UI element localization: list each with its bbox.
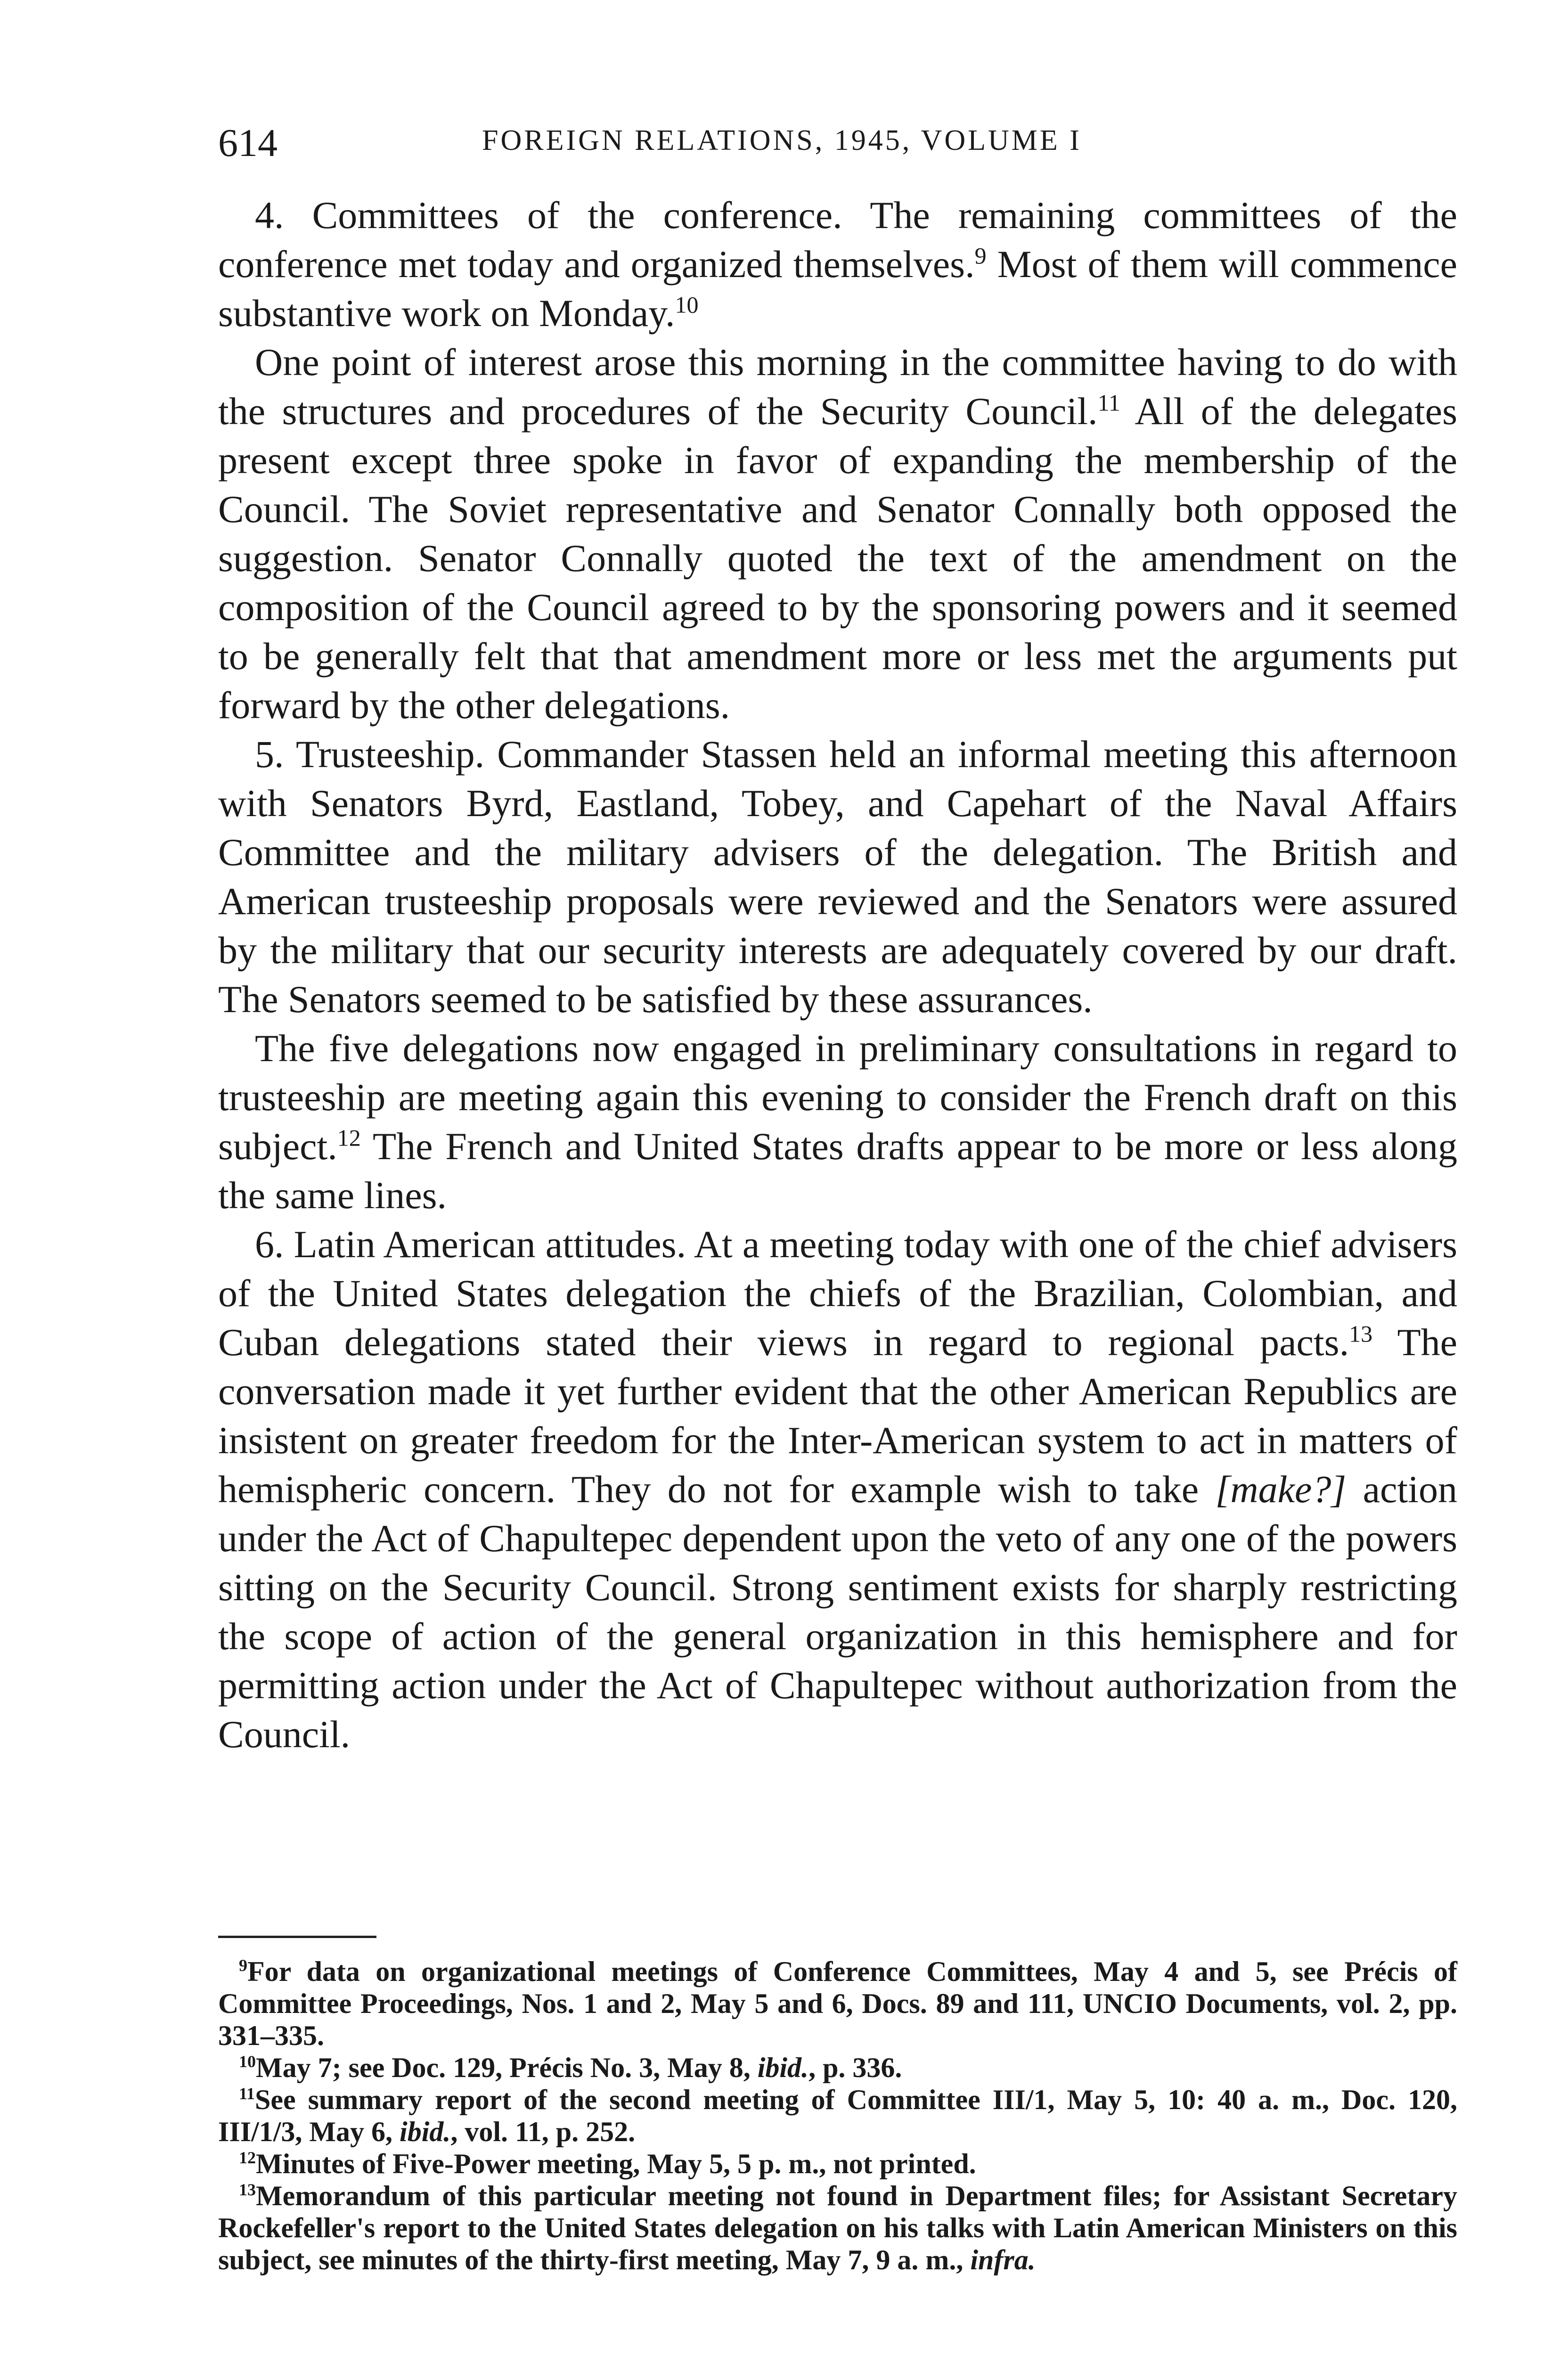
paragraph-trusteeship: 5. Trusteeship. Commander Stassen held an informal meeting this afternoon with Senators Byrd, Eastland, Tobey, and Capehart of the Naval Affairs Committee and the military advisers of the delegation. The British and American trusteeship proposals were reviewed and the Senators were assured by the military that our security interests are adequately covered by our draft. The Senators seemed to be satisfied by these assurances. — [218, 733, 1457, 1021]
editorial-insertion: [make?] — [1215, 1468, 1347, 1511]
footnote-rule — [218, 1936, 376, 1938]
paragraph-latin-american-attitudes: 6. Latin American attitudes. At a meeting today with one of the chief advisers of the United States delegation the chiefs of the Brazilian, Colombian, and Cuban delegations stated their views in regard to regional pacts.$^{13}$ The conversation made it yet further evident that the other American Republics are insistent on greater freedom for the Inter-American system to act in matters of hemispheric concern. They do not for example wish to take [make?] action under the Act of Chapultepec dependent upon the veto of any one of the powers sitting on the Security Council. Strong sentiment exists for sharply restricting the scope of action of the general organization in this hemisphere and for permitting action under the Act of Chapultepec without authorization from the Council. — [218, 1223, 1457, 1756]
footnote-10: $^{10}$May 7; see Doc. 129, Précis No. 3, May 8, ibid., p. 336. — [239, 2052, 902, 2083]
footnote-11: $^{11}$See summary report of the second meeting of Committee III/1, May 5, 10: 40 a. m., Doc. 120, III/1/3, May 6, ibid., vol. 11, p. 252. — [218, 2084, 1457, 2147]
footnote-ref-12[interactable]: 12 — [337, 1124, 361, 1151]
footnote-12: $^{12}$Minutes of Five-Power meeting, May 5, 5 p. m., not printed. — [239, 2148, 976, 2179]
footnote-9: $^9$For data on organizational meetings of Conference Committees, May 4 and 5, see Précis of Committee Proceedings, Nos. 1 and 2, May 5 and 6, Docs. 89 and 111, UNCIO Documents, vol. 2, pp. 331–335. — [218, 1956, 1457, 2051]
paragraph-five-delegations: The five delegations now engaged in preliminary consultations in regard to trusteeship are meeting again this evening to consider the French draft on this subject.$^{12}$ The French and United States drafts appear to be more or less along the same lines. — [218, 1027, 1457, 1217]
footnote-ref-9[interactable]: 9 — [974, 242, 987, 269]
paragraph-committees: 4. Committees of the conference. The remaining committees of the conference met today and organized themselves.$^9$ Most of them will commence substantive work on Monday.$^{10}$ — [218, 194, 1457, 335]
footnote-13: $^{13}$Memorandum of this particular meeting not found in Department files; for Assistant Secretary Rockefeller's report to the United States delegation on his talks with Latin American Ministers on this subject, see minutes of the thirty-first meeting, May 7, 9 a. m., infra. — [218, 2180, 1457, 2275]
paragraph-security-council: One point of interest arose this morning in the committee having to do with the structures and procedures of the Security Council.$^{11}$ All of the delegates present except three spoke in favor of expanding the membership of the Council. The Soviet representative and Senator Connally both opposed the suggestion. Senator Connally quoted the text of the amendment on the composition of the Council agreed to by the sponsoring powers and it seemed to be generally felt that that amendment more or less met the arguments put forward by the other delegations. — [218, 341, 1457, 727]
footnote-ref-10[interactable]: 10 — [675, 291, 699, 318]
footnote-ref-11[interactable]: 11 — [1097, 389, 1120, 416]
page-number: 614 — [218, 121, 278, 165]
body-text — [218, 191, 1457, 1759]
footnote-ref-13[interactable]: 13 — [1349, 1320, 1373, 1347]
footnotes — [218, 1955, 1457, 2276]
running-head: FOREIGN RELATIONS, 1945, VOLUME I — [482, 124, 1082, 156]
page-header — [218, 120, 1457, 167]
